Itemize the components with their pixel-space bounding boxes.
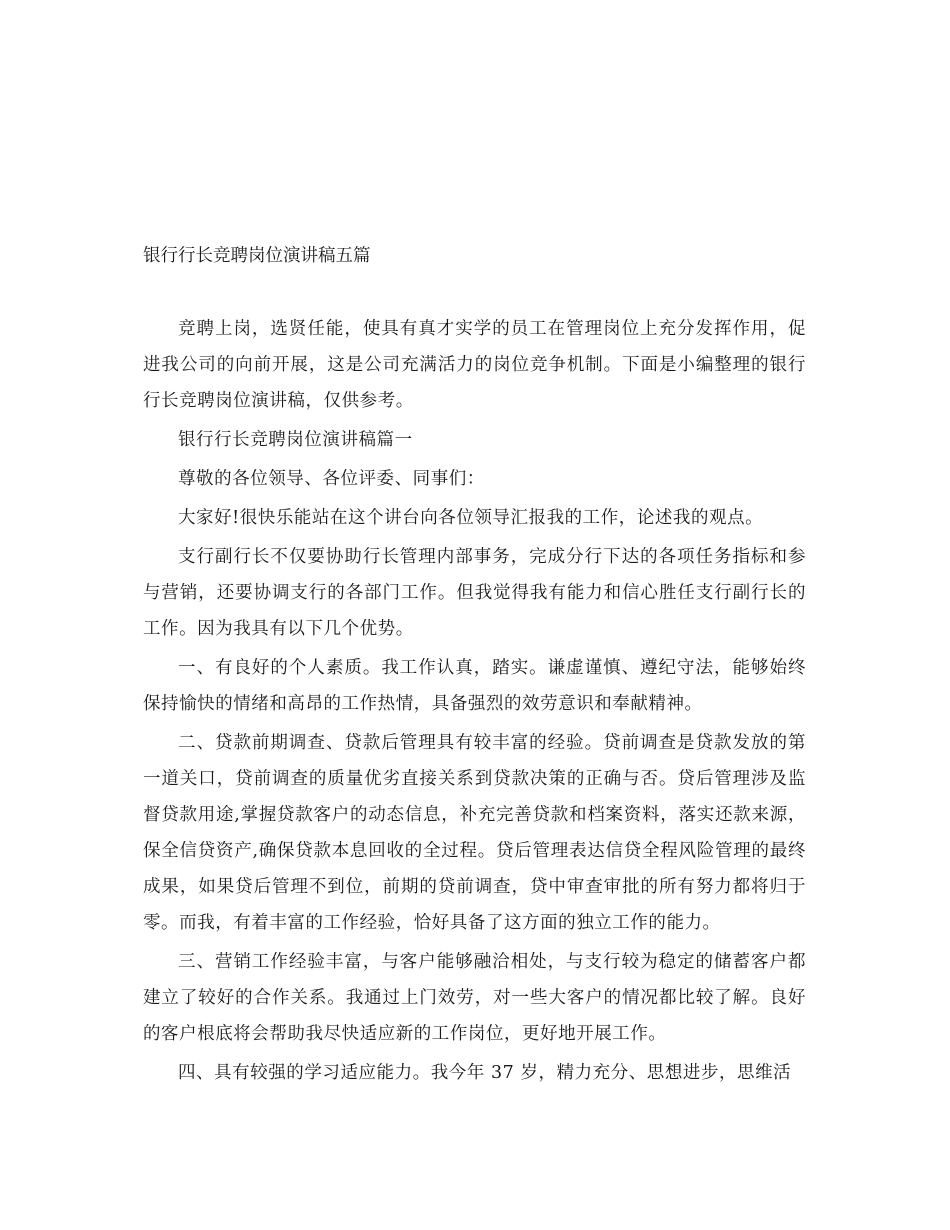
paragraph-salutation: 尊敬的各位领导、各位评委、同事们： <box>178 469 485 489</box>
paragraph-point-2: 二、贷款前期调查、贷款后管理具有较丰富的经验。贷前调查是贷款发放的第一道关口，贷前调查的质量优劣直接关系到贷款决策的正确与否。贷后管理涉及监督贷款用途,掌握贷款客户的动态信息，补充完善贷款和档案资料，落实还款来源，保全信贷资产,确保贷款本息回收的全过程。贷后管理表达信贷全程风险管理的最终成果，如果贷后管理不到位，前期的贷前调查，贷中审查审批的所有努力都将归于零。而我，有着丰富的工作经验，恰好具备了这方面的独立工作的能力。 <box>143 733 806 933</box>
paragraph-intro: 竞聘上岗，选贤任能，使具有真才实学的员工在管理岗位上充分发挥作用，促进我公司的向前开展，这是公司充满活力的岗位竞争机制。下面是小编整理的银行行长竞聘岗位演讲稿，仅供参考。 <box>143 319 806 411</box>
paragraph-greeting: 大家好!很快乐能站在这个讲台向各位领导汇报我的工作，论述我的观点。 <box>178 508 764 528</box>
paragraph-point-1: 一、有良好的个人素质。我工作认真，踏实。谦虚谨慎、遵纪守法，能够始终保持愉快的情绪和高昂的工作热情，具备强烈的效劳意识和奉献精神。 <box>143 658 806 714</box>
paragraph-point-4: 四、具有较强的学习适应能力。我今年 37 岁，精力充分、思想进步，思维活 <box>178 1063 792 1083</box>
document-body <box>143 311 806 1094</box>
document-title: 银行行长竞聘岗位演讲稿五篇 <box>143 246 371 266</box>
paragraph-section-heading: 银行行长竞聘岗位演讲稿篇一 <box>178 430 413 450</box>
paragraph-point-3: 三、营销工作经验丰富，与客户能够融洽相处，与支行较为稳定的储蓄客户都建立了较好的合作关系。我通过上门效劳，对一些大客户的情况都比较了解。良好的客户根底将会帮助我尽快适应新的工作岗位，更好地开展工作。 <box>143 952 806 1044</box>
paragraph-role: 支行副行长不仅要协助行长管理内部事务，完成分行下达的各项任务指标和参与营销，还要协调支行的各部门工作。但我觉得我有能力和信心胜任支行副行长的工作。因为我具有以下几个优势。 <box>143 547 806 639</box>
